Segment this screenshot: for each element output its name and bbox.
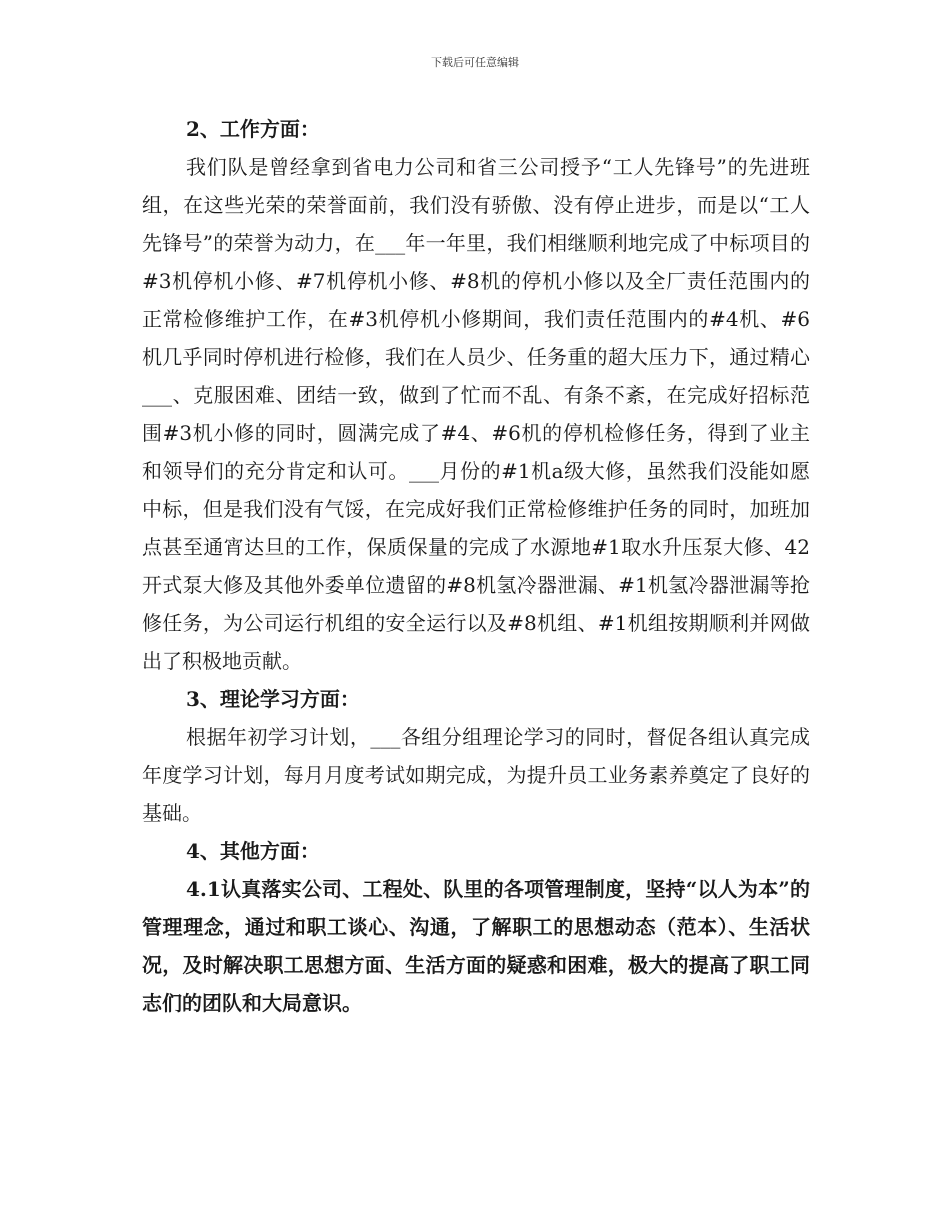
page-header: 下载后可任意编辑 <box>431 56 519 69</box>
section-paragraph-work: 我们队是曾经拿到省电力公司和省三公司授予“工人先锋号”的先进班组，在这些光荣的荣誉面前，我们没有骄傲、没有停止进步，而是以“工人先锋号”的荣誉为动力，在___年一年里，我们相继顺利地完成了中标项目的#3机停机小修、#7机停机小修、#8机的停机小修以及全厂责任范围内的正常检修维护工作，在#3机停机小修期间，我们责任范围内的#4机、#6机几乎同时停机进行检修，我们在人员少、任务重的超大压力下，通过精心___、克服困难、团结一致，做到了忙而不乱、有条不紊，在完成好招标范围#3机小修的同时，圆满完成了#4、#6机的停机检修任务，得到了业主和领导们的充分肯定和认可。___月份的#1机a级大修，虽然我们没能如愿中标，但是我们没有气馁，在完成好我们正常检修维护任务的同时，加班加点甚至通宵达旦的工作，保质保量的完成了水源地#1取水升压泵大修、42开式泵大修及其他外委单位遗留的#8机氢冷器泄漏、#1机氢冷器泄漏等抢修任务，为公司运行机组的安全运行以及#8机组、#1机组按期顺利并网做出了积极地贡献。 <box>142 155 810 673</box>
section-heading-theory: 3、理论学习方面： <box>186 687 360 711</box>
section-paragraph-theory: 根据年初学习计划，___各组分组理论学习的同时，督促各组认真完成年度学习计划，每月月度考试如期完成，为提升员工业务素养奠定了良好的基础。 <box>142 725 810 825</box>
section-paragraph-other: 4.1认真落实公司、工程处、队里的各项管理制度，坚持“以人为本”的管理理念，通过和职工谈心、沟通，了解职工的思想动态（范本）、生活状况，及时解决职工思想方面、生活方面的疑惑和困难，极大的提高了职工同志们的团队和大局意识。 <box>142 877 810 1015</box>
section-heading-other: 4、其他方面： <box>186 839 320 863</box>
document-body <box>142 110 810 1022</box>
section-heading-work: 2、工作方面： <box>186 117 320 141</box>
